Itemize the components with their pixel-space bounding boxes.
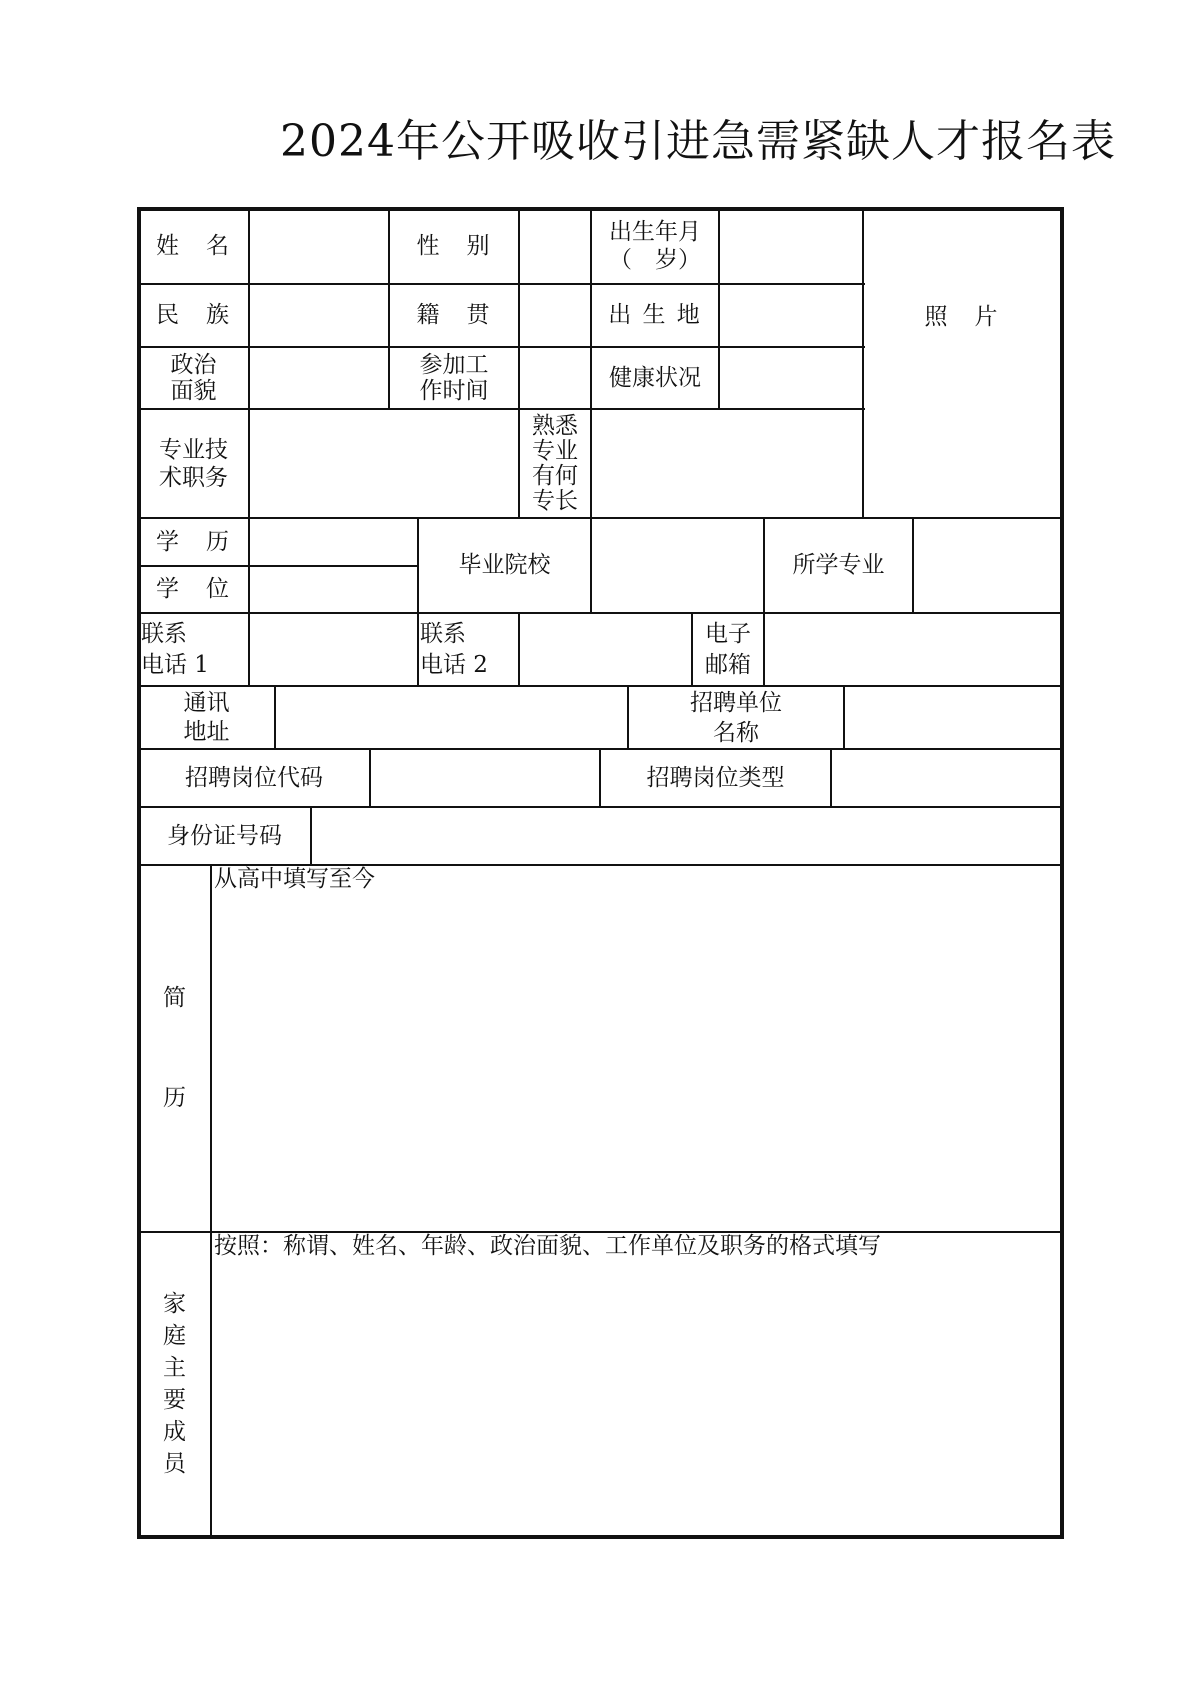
employer-label: 招聘单位 名称 [690, 689, 782, 746]
employer-field[interactable] [845, 687, 1060, 748]
phone1-label: 联系 电话 1 [141, 620, 209, 678]
email-field[interactable] [765, 614, 1060, 685]
native-place-label: 籍 贯 [416, 302, 492, 328]
email-label: 电子 邮箱 [705, 620, 751, 678]
form-title: 2024年公开吸收引进急需紧缺人才报名表 [280, 116, 1116, 167]
table-border-bottom [137, 1535, 1064, 1539]
birthplace-label: 出 生 地 [608, 302, 702, 328]
name-label: 姓 名 [156, 232, 231, 259]
birth-label: 出生年月 （ 岁） [609, 219, 701, 273]
school-field[interactable] [592, 519, 763, 612]
gender-label: 性 别 [416, 232, 492, 259]
gender-field[interactable] [520, 209, 590, 283]
work-start-field[interactable] [520, 348, 590, 408]
birthplace-field[interactable] [720, 285, 862, 346]
family-label: 家 庭 主 要 成 员 [163, 1291, 186, 1477]
education-field[interactable] [250, 519, 417, 565]
specialty-field[interactable] [592, 410, 862, 517]
major-label: 所学专业 [792, 552, 885, 578]
family-hint: 按照：称谓、姓名、年龄、政治面貌、工作单位及职务的格式填写 [214, 1233, 881, 1259]
family-field[interactable] [212, 1266, 1060, 1535]
resume-label: 简 历 [163, 985, 186, 1111]
post-code-label: 招聘岗位代码 [185, 764, 323, 791]
health-field[interactable] [720, 348, 862, 408]
phone2-field[interactable] [520, 614, 691, 685]
name-field[interactable] [250, 209, 388, 283]
phone2-label: 联系 电话 2 [420, 620, 488, 678]
post-type-field[interactable] [832, 750, 1060, 806]
id-number-label: 身份证号码 [167, 822, 282, 849]
school-label: 毕业院校 [458, 552, 551, 578]
phone1-field[interactable] [250, 614, 417, 685]
title-position-field[interactable] [250, 410, 518, 517]
photo-box[interactable]: 照 片 [924, 303, 1000, 330]
work-start-label: 参加工 作时间 [419, 352, 489, 404]
address-label: 通讯 地址 [183, 689, 230, 745]
politics-label: 政治 面貌 [170, 352, 217, 404]
resume-hint: 从高中填写至今 [214, 866, 375, 892]
birth-field[interactable] [720, 209, 862, 283]
post-type-label: 招聘岗位类型 [646, 764, 785, 791]
ethnicity-label: 民 族 [156, 302, 231, 328]
post-code-field[interactable] [371, 750, 599, 806]
degree-label: 学 位 [156, 576, 231, 602]
native-place-field[interactable] [520, 285, 590, 346]
title-position-label: 专业技 术职务 [159, 436, 228, 491]
major-field[interactable] [914, 519, 1060, 612]
degree-field[interactable] [250, 567, 417, 612]
politics-field[interactable] [250, 348, 388, 408]
education-label: 学 历 [156, 528, 231, 555]
health-label: 健康状况 [609, 364, 701, 391]
id-number-field[interactable] [312, 808, 1060, 864]
table-border-right [1060, 207, 1064, 1539]
resume-field[interactable] [212, 898, 1060, 1231]
specialty-label: 熟悉 专业 有何 专长 [532, 412, 578, 514]
ethnicity-field[interactable] [250, 285, 388, 346]
address-field[interactable] [276, 687, 627, 748]
